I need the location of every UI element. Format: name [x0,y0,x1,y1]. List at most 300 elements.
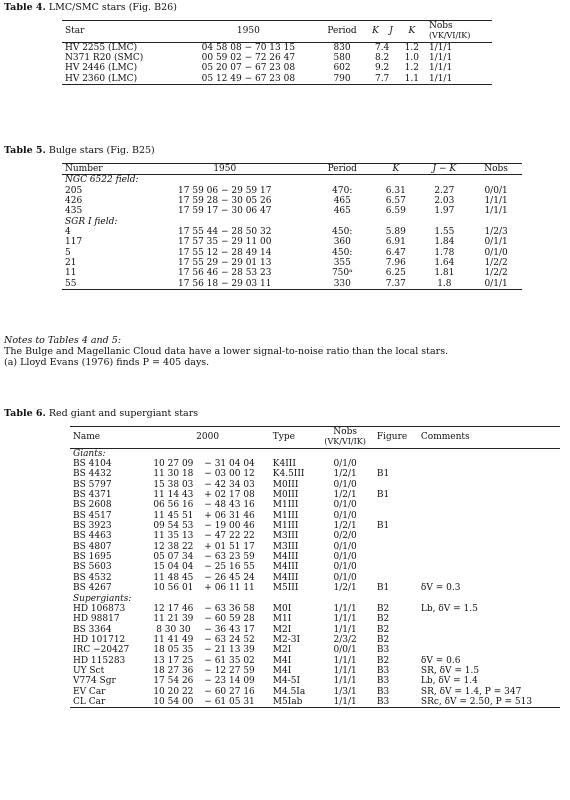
table6-title: Red giant and supergiant stars [48,408,199,419]
t5-number: 21 [65,258,77,269]
table-row [70,625,560,635]
t6-ra: 09 54 53 [153,521,194,532]
t4-jk: 1.1 [404,73,419,84]
t6-nobs: 1/2/1 [333,490,357,501]
t6-name: BS 1695 [73,552,112,563]
t6-name: BS 4104 [73,459,112,470]
t5-nobs: 0/1/0 [484,247,508,258]
t5-coords: 17 59 28 − 30 05 26 [178,196,272,207]
t6-ra: 06 56 16 [153,500,194,511]
t6-ra: 18 27 36 [153,665,194,676]
t5-number: 205 [65,185,83,196]
notes-line1: The Bulge and Magellanic Cloud data have a lower signal-to-noise ratio than the local stars. [4,345,449,357]
t6-type: M5Iab [272,696,303,707]
t6-dec: − 63 24 52 [204,634,255,645]
t6-comments [418,552,560,562]
t5-nobs: 0/1/1 [484,237,508,248]
t4-h-star: Star [65,26,85,37]
table-row [62,227,522,237]
t6-comments [418,521,560,531]
field-ngc6522 [62,175,522,186]
t5-coords: 17 55 44 − 28 50 32 [178,227,272,238]
t5-k: 6.47 [385,247,406,258]
t6-h-nobs: Nobs (VK/VI/IK) [324,427,366,447]
t6-dec: − 61 35 02 [204,655,255,666]
t6-comments [418,614,560,624]
table4-caption [4,3,177,14]
t6-name: BS 4371 [73,490,112,501]
t6-type: K4III [272,459,296,470]
table-row [70,459,560,469]
t5-period: 330 [333,278,351,289]
t5-nobs: 1/2/3 [484,227,508,238]
t6-name: BS 4532 [73,572,112,583]
t6-dec: − 61 05 31 [204,696,255,707]
t6-nobs: 0/1/0 [333,479,357,490]
table5-label: Table 5. [4,145,46,156]
t5-jk: 1.81 [434,268,455,279]
t6-type: M0III [272,490,299,501]
t6-comments: δV = 0.6 [420,655,461,666]
t6-type: M3III [272,531,299,542]
t5-period: 750ᵃ [331,268,353,279]
t6-type: M2-3I [272,634,301,645]
table-row [62,248,522,258]
t4-jk: 1.2 [404,42,419,53]
table-row [62,186,522,196]
t6-figure: B1 [376,490,390,501]
table5-caption [4,146,155,157]
t6-comments [418,490,560,500]
t6-figure [374,562,418,572]
table-row [62,268,522,278]
t4-coords: 00 59 02 − 72 26 47 [201,53,296,64]
t4-star: HV 2360 (LMC) [65,73,138,84]
t6-figure [374,459,418,469]
t5-h-period: Period [327,164,357,174]
t6-figure: B3 [376,645,390,656]
table4-label: Table 4. [4,2,46,13]
t4-star: HV 2255 (LMC) [65,42,138,53]
t6-comments [418,511,560,521]
t6-figure [374,500,418,510]
t6-nobs: 0/1/0 [333,552,357,563]
t6-nobs: 0/1/0 [333,541,357,552]
t6-name: BS 4432 [73,469,112,480]
table-row [70,521,560,531]
t6-ra: 15 04 04 [153,562,194,573]
t6-dec: − 19 00 46 [204,521,255,532]
t6-ra: 18 05 35 [153,645,194,656]
table-row [70,480,560,490]
t5-k: 6.91 [385,237,406,248]
t6-type: M1I [272,614,292,625]
t6-dec: − 63 36 58 [204,603,255,614]
t6-comments [418,459,560,469]
field-sgr1-label: SGR I field: [65,216,118,227]
group-supergiants-label: Supergiants: [73,593,132,604]
t4-k: 7.7 [374,73,390,84]
t6-type: M1III [272,500,299,511]
table4-title: LMC/SMC stars (Fig. B26) [48,2,177,13]
t6-nobs: 0/1/0 [333,459,357,470]
t6-figure: B1 [376,583,390,594]
t5-k: 6.59 [385,206,406,217]
t6-nobs: 1/3/1 [333,686,357,697]
t6-dec: + 06 11 11 [204,583,255,594]
table-row [70,469,560,479]
t5-k: 7.37 [385,278,406,289]
table4 [62,20,492,85]
t5-coords: 17 59 17 − 30 06 47 [178,206,272,217]
t5-nobs: 1/2/2 [484,268,508,279]
t5-h-1950: 1950 [213,164,237,174]
table-row [70,645,560,655]
t6-ra: 17 54 26 [153,676,194,687]
table-row [70,562,560,572]
t6-ra: 11 21 39 [153,614,194,625]
t4-coords: 05 12 49 − 67 23 08 [201,73,296,84]
t6-figure: B3 [376,665,390,676]
t5-jk: 2.03 [434,196,455,207]
table-row [62,206,522,216]
t4-nobs: 1/1/1 [428,42,453,53]
t5-number: 55 [65,278,77,289]
table-row [70,490,560,500]
t6-ra: 15 38 03 [153,479,194,490]
t4-h-k2: K [408,26,416,37]
t5-k: 6.25 [385,268,406,279]
table-row [70,511,560,521]
t5-number: 435 [65,206,83,217]
t6-nobs: 1/1/1 [333,624,357,635]
t6-comments: δV = 0.3 [420,583,461,594]
t5-period: 355 [333,258,351,269]
t6-name: BS 2608 [73,500,112,511]
t4-star: HV 2446 (LMC) [65,63,138,74]
t6-h-comments: Comments [420,432,470,443]
table-row [62,53,492,63]
table-row [70,542,560,552]
t6-comments [418,480,560,490]
table-row [62,258,522,268]
t6-ra: 12 38 22 [153,541,194,552]
t6-h-type: Type [272,432,295,443]
t5-number: 5 [65,247,71,258]
t5-coords: 17 55 12 − 28 49 14 [178,247,272,258]
t6-dec: − 26 45 24 [204,572,255,583]
t4-k: 9.2 [374,63,390,74]
t5-nobs: 0/0/1 [484,185,508,196]
t4-nobs: 1/1/1 [428,63,453,74]
t6-dec: − 12 27 59 [204,665,255,676]
t6-ra: 11 48 45 [153,572,194,583]
t6-comments [418,645,560,655]
table-row [62,237,522,247]
t6-type: M4.5Ia [272,686,306,697]
t6-nobs: 0/1/0 [333,562,357,573]
group-giants-label: Giants: [73,448,106,459]
t6-nobs: 1/2/1 [333,583,357,594]
t6-comments [418,562,560,572]
t5-period: 450: [332,227,353,238]
t5-coords: 17 55 29 − 29 01 13 [178,258,272,269]
t6-nobs: 1/2/1 [333,469,357,480]
t5-number: 11 [65,268,77,279]
t4-jk: 1.0 [404,53,419,64]
t5-jk: 1.84 [434,237,455,248]
t6-name: BS 4267 [73,583,112,594]
t6-name: CL Car [73,696,106,707]
t6-comments [418,635,560,645]
t6-nobs: 1/1/1 [333,655,357,666]
table-row [62,63,492,73]
t6-figure: B2 [376,614,390,625]
t6-figure [374,480,418,490]
t6-type: M4III [272,552,299,563]
t5-h-jk: J − K [432,164,457,174]
t6-dec: + 01 51 17 [204,541,255,552]
group-giants [70,448,560,459]
t6-ra: 10 27 09 [153,459,194,470]
t6-dec: + 06 31 46 [204,510,255,521]
t6-nobs: 1/1/1 [333,676,357,687]
t6-figure: B2 [376,624,390,635]
group-supergiants [70,594,560,604]
t6-comments: Lb, δV = 1.5 [420,603,478,614]
table-row [70,697,560,708]
t6-name: HD 101712 [73,634,126,645]
notes [4,336,448,369]
table-row [70,656,560,666]
t4-period: 580 [333,53,351,64]
t6-ra: 11 35 13 [153,531,194,542]
t6-name: HD 106873 [73,603,126,614]
t6-comments: SR, δV = 1.4, P = 347 [420,686,522,697]
t6-type: M4I [272,655,292,666]
t5-period: 465 [333,206,351,217]
t6-name: BS 4517 [73,510,112,521]
t6-nobs: 0/1/0 [333,510,357,521]
t6-name: BS 4807 [73,541,112,552]
t6-dec: − 48 43 16 [204,500,255,511]
t5-period: 470: [332,185,353,196]
t6-dec: − 36 43 17 [204,624,255,635]
t6-ra: 11 30 18 [153,469,194,480]
t6-name: V774 Sgr [73,676,116,687]
t5-coords: 17 56 46 − 28 53 23 [178,268,272,279]
t5-period: 360 [333,237,351,248]
t6-figure: B3 [376,676,390,687]
t4-coords: 05 20 07 − 67 23 08 [201,63,296,74]
table-row [62,279,522,290]
t6-name: BS 5603 [73,562,112,573]
t6-name: BS 3364 [73,624,112,635]
t6-type: M1III [272,521,299,532]
t6-name: HD 115283 [73,655,126,666]
t5-jk: 1.8 [437,278,452,289]
t5-k: 6.57 [385,196,406,207]
t6-dec: − 31 04 04 [204,459,255,470]
t6-dec: − 21 13 39 [204,645,255,656]
t6-nobs: 0/1/0 [333,572,357,583]
t6-comments: Lb, δV = 1.4 [420,676,478,687]
t4-h-nobs: Nobs (VK/VI/IK) [428,21,471,41]
t6-name: EV Car [73,686,106,697]
t6-ra: 8 30 30 [156,624,191,635]
table6 [70,426,560,708]
t5-nobs: 1/1/1 [484,206,508,217]
t4-h-nobs-sub: (VK/VI/IK) [428,31,471,41]
t4-period: 790 [333,73,351,84]
t4-star: N371 R20 (SMC) [65,53,144,64]
t6-dec: − 42 34 03 [204,479,255,490]
t6-dec: − 25 16 55 [204,562,255,573]
t6-comments [418,500,560,510]
t6-ra: 12 17 46 [153,603,194,614]
t6-figure: B1 [376,469,390,480]
t4-k: 7.4 [374,42,390,53]
t5-h-nobs: Nobs [484,164,508,174]
t6-type: M4III [272,572,299,583]
t6-comments [418,531,560,541]
t6-nobs: 1/1/1 [333,614,357,625]
t6-type: M4III [272,562,299,573]
t6-ra: 10 20 22 [153,686,194,697]
t5-nobs: 1/2/2 [484,258,508,269]
t5-h-number: Number [65,164,103,174]
t6-figure: B2 [376,655,390,666]
table-row [70,531,560,541]
t6-name: BS 3923 [73,521,112,532]
t4-period: 602 [333,63,351,74]
t6-dec: + 02 17 08 [204,490,255,501]
t5-nobs: 0/1/1 [484,278,508,289]
field-sgr1 [62,217,522,227]
t6-type: K4.5III [272,469,305,480]
t6-ra: 11 14 43 [153,490,194,501]
t6-nobs: 1/1/1 [333,603,357,614]
table5-title: Bulge stars (Fig. B25) [48,145,155,156]
t6-ra: 11 41 49 [153,634,194,645]
table-row [70,676,560,686]
t5-k: 6.31 [385,185,406,196]
table-row [70,583,560,593]
t6-type: M3III [272,541,299,552]
table6-caption [4,409,198,420]
t6-nobs: 1/1/1 [333,696,357,707]
t5-number: 117 [65,237,83,248]
t5-jk: 1.97 [434,206,455,217]
t5-jk: 1.64 [434,258,455,269]
t5-coords: 17 57 35 − 29 11 00 [178,237,272,248]
notes-heading: Notes to Tables 4 and 5: [4,335,122,346]
t4-coords: 04 58 08 − 70 13 15 [201,42,296,53]
t5-nobs: 1/1/1 [484,196,508,207]
table-row [70,687,560,697]
table-row [70,604,560,614]
t6-figure [374,511,418,521]
t6-comments [418,573,560,583]
t6-type: M2I [272,645,292,656]
t5-jk: 1.78 [434,247,455,258]
table5 [62,163,522,290]
t6-figure: B2 [376,634,390,645]
t6-comments: SR, δV = 1.5 [420,665,480,676]
t6-type: M4-5I [272,676,301,687]
t6-name: BS 5797 [73,479,112,490]
t6-comments: SRc, δV = 2.50, P = 513 [420,696,533,707]
t5-k: 5.89 [385,227,406,238]
t6-comments [418,542,560,552]
t5-period: 450: [332,247,353,258]
t6-dec: − 03 00 12 [204,469,255,480]
t6-nobs: 0/1/0 [333,500,357,511]
t5-period: 465 [333,196,351,207]
table-row [70,614,560,624]
t6-figure: B1 [376,521,390,532]
t5-jk: 1.55 [434,227,455,238]
t6-ra: 11 45 51 [153,510,194,521]
t6-figure [374,542,418,552]
t6-name: IRC −20427 [73,645,130,656]
t6-dec: − 63 23 59 [204,552,255,563]
t6-figure: B3 [376,696,390,707]
t6-ra: 05 07 34 [153,552,194,563]
t5-coords: 17 56 18 − 29 03 11 [178,278,272,289]
t6-nobs: 0/2/0 [333,531,357,542]
t5-number: 4 [65,227,71,238]
t6-nobs: 2/3/2 [333,634,357,645]
t6-type: M5III [272,583,299,594]
t4-nobs: 1/1/1 [428,73,453,84]
t4-k: 8.2 [374,53,390,64]
t6-dec: − 23 14 09 [204,676,255,687]
table-row [62,42,492,53]
t6-h-name: Name [73,432,101,443]
t5-jk: 2.27 [434,185,455,196]
t6-ra: 10 54 00 [153,696,194,707]
t4-period: 830 [333,42,351,53]
t6-figure [374,573,418,583]
t4-h-1950: 1950 [236,26,260,37]
t6-comments [418,625,560,635]
t6-name: HD 98817 [73,614,120,625]
t6-nobs: 1/2/1 [333,521,357,532]
t6-type: M4I [272,665,292,676]
t5-coords: 17 59 06 − 29 59 17 [178,185,272,196]
t6-type: M2I [272,624,292,635]
t6-figure: B2 [376,603,390,614]
t5-h-k: K [392,164,400,174]
t6-type: M0III [272,479,299,490]
t4-h-k: K [372,26,379,37]
t6-ra: 10 56 01 [153,583,194,594]
table-row [70,500,560,510]
t4-h-j: J [389,26,393,37]
t6-name: UY Sct [73,665,105,676]
t6-h-nobs-sub: (VK/VI/IK) [324,437,366,447]
table-row [70,552,560,562]
table-row [70,666,560,676]
t6-dec: − 60 27 16 [204,686,255,697]
table6-label: Table 6. [4,408,46,419]
t6-h-2000: 2000 [196,432,220,443]
field-ngc6522-label: NGC 6522 field: [65,175,139,186]
table-row [62,74,492,85]
t6-type: M1III [272,510,299,521]
t6-figure: B3 [376,686,390,697]
